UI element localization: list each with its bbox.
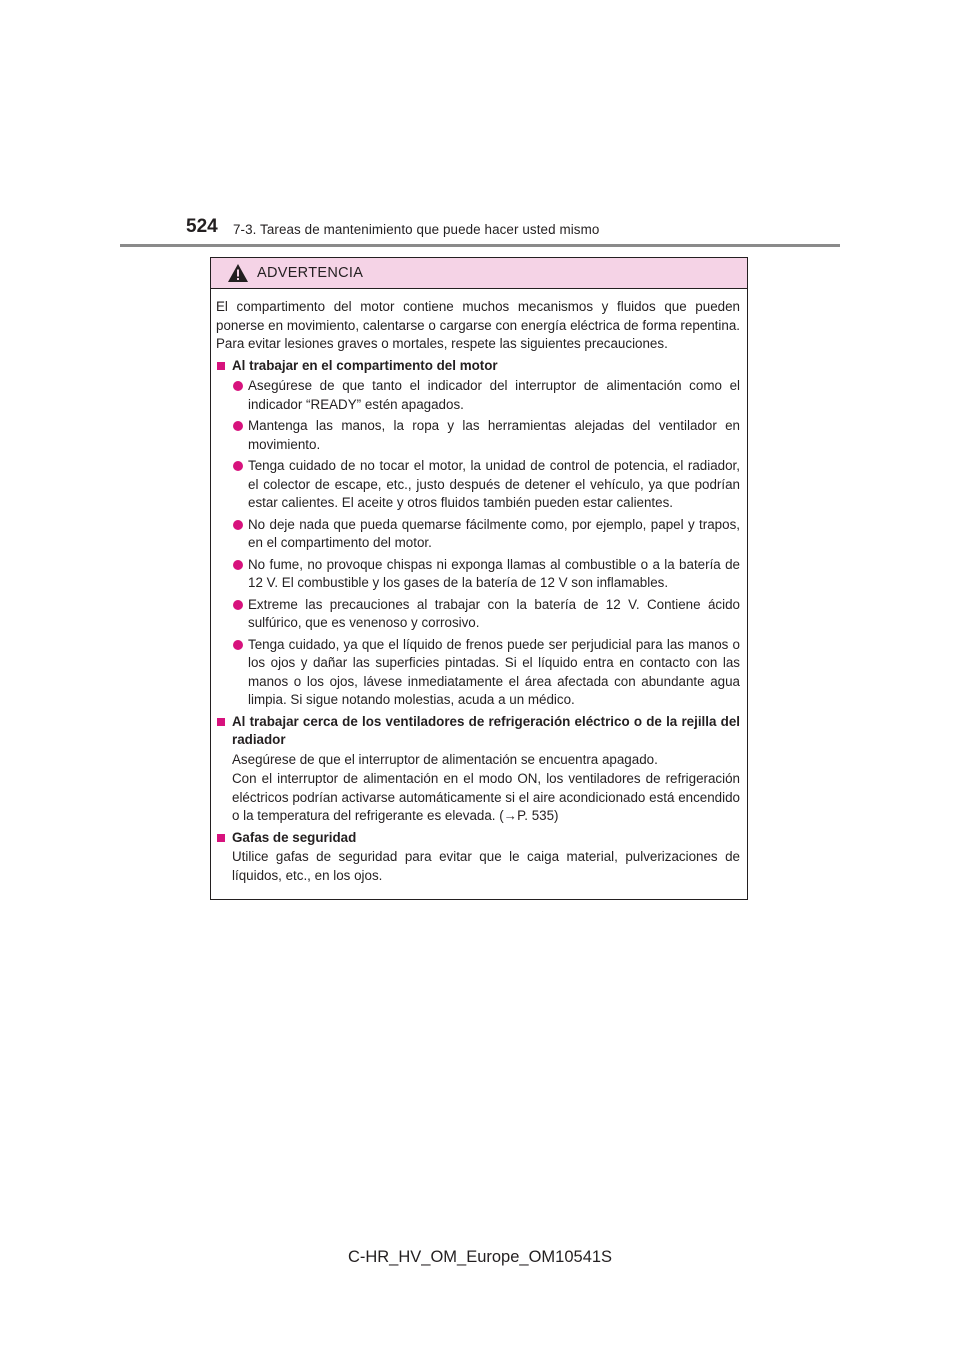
circle-bullet-icon	[233, 600, 243, 610]
page-number: 524	[186, 216, 218, 237]
warning-title: ADVERTENCIA	[257, 265, 364, 281]
list-item-text: No fume, no provoque chispas ni exponga llamas al combustible o a la batería de 12 V. El combustible y los gases de la batería de 12 V son inflamables.	[248, 556, 740, 590]
list-item	[216, 596, 740, 633]
square-bullet-icon	[217, 362, 225, 370]
section-paragraph: Con el interruptor de alimentación en el modo ON, los ventiladores de refrigeración eléctricos podrían activarse automáticamente si el aire acondicionado está encendido o la temperatura del refrigerante es elevada. (→P. 535)	[232, 771, 740, 823]
list-item	[216, 516, 740, 553]
section-heading-text: Al trabajar cerca de los ventiladores de refrigeración eléctrico o de la rejilla del radiador	[232, 713, 740, 747]
square-bullet-icon	[217, 834, 225, 842]
list-item-text: Asegúrese de que tanto el indicador del interruptor de alimentación como el indicador “READY” estén apagados.	[248, 378, 740, 412]
list-item-text: Extreme las precauciones al trabajar con la batería de 12 V. Contiene ácido sulfúrico, que es venenoso y corrosivo.	[248, 596, 740, 630]
warning-triangle-icon	[227, 262, 251, 284]
warning-header	[211, 258, 747, 289]
list-item-text: Tenga cuidado de no tocar el motor, la unidad de control de potencia, el radiador, el colector de escape, etc., justo después de detener el vehículo, ya que podrían estar calientes. El aceite y otros fluidos también pueden estar calientes.	[248, 458, 740, 510]
section-heading	[216, 357, 740, 376]
circle-bullet-icon	[233, 520, 243, 530]
list-item	[216, 377, 740, 414]
section-paragraph: Asegúrese de que el interruptor de alimentación se encuentra apagado.	[232, 751, 658, 767]
section-heading	[216, 713, 740, 750]
warning-body	[211, 289, 747, 885]
section-heading-text: Gafas de seguridad	[232, 829, 357, 845]
circle-bullet-icon	[233, 640, 243, 650]
section-safety-glasses	[216, 829, 740, 886]
list-item-text: No deje nada que pueda quemarse fácilmente como, por ejemplo, papel y trapos, en el compartimento del motor.	[248, 516, 740, 550]
section-cooling-fans	[216, 713, 740, 826]
warning-box	[210, 257, 748, 900]
circle-bullet-icon	[233, 461, 243, 471]
circle-bullet-icon	[233, 560, 243, 570]
list-item	[216, 556, 740, 593]
list-item	[216, 636, 740, 710]
list-item	[216, 457, 740, 513]
header-divider	[120, 244, 840, 247]
section-title: 7-3. Tareas de mantenimiento que puede hacer usted mismo	[233, 222, 600, 237]
circle-bullet-icon	[233, 421, 243, 431]
section-paragraph: Utilice gafas de seguridad para evitar que le caiga material, pulverizaciones de líquidos, etc., en los ojos.	[232, 849, 740, 883]
list-item-text: Tenga cuidado, ya que el líquido de frenos puede ser perjudicial para las manos o los ojos y dañar las superficies pintadas. Si el líquido entra en contacto con las manos o los ojos, lávese inmediatamente el área afectada con abundante agua limpia. Si sigue notando molestias, acuda a un médico.	[248, 636, 740, 707]
list-item	[216, 417, 740, 454]
warning-intro: El compartimento del motor contiene muchos mecanismos y fluidos que pueden ponerse en movimiento, calentarse o cargarse con energía eléctrica de forma repentina. Para evitar lesiones graves o mortales, respete las siguientes precauciones.	[216, 299, 740, 351]
section-engine-compartment	[216, 357, 740, 710]
section-heading-text: Al trabajar en el compartimento del motor	[232, 357, 498, 373]
circle-bullet-icon	[233, 381, 243, 391]
section-heading	[216, 829, 740, 848]
list-item-text: Mantenga las manos, la ropa y las herramientas alejadas del ventilador en movimiento.	[248, 418, 740, 452]
document-code: C-HR_HV_OM_Europe_OM10541S	[347, 1248, 613, 1266]
square-bullet-icon	[217, 718, 225, 726]
